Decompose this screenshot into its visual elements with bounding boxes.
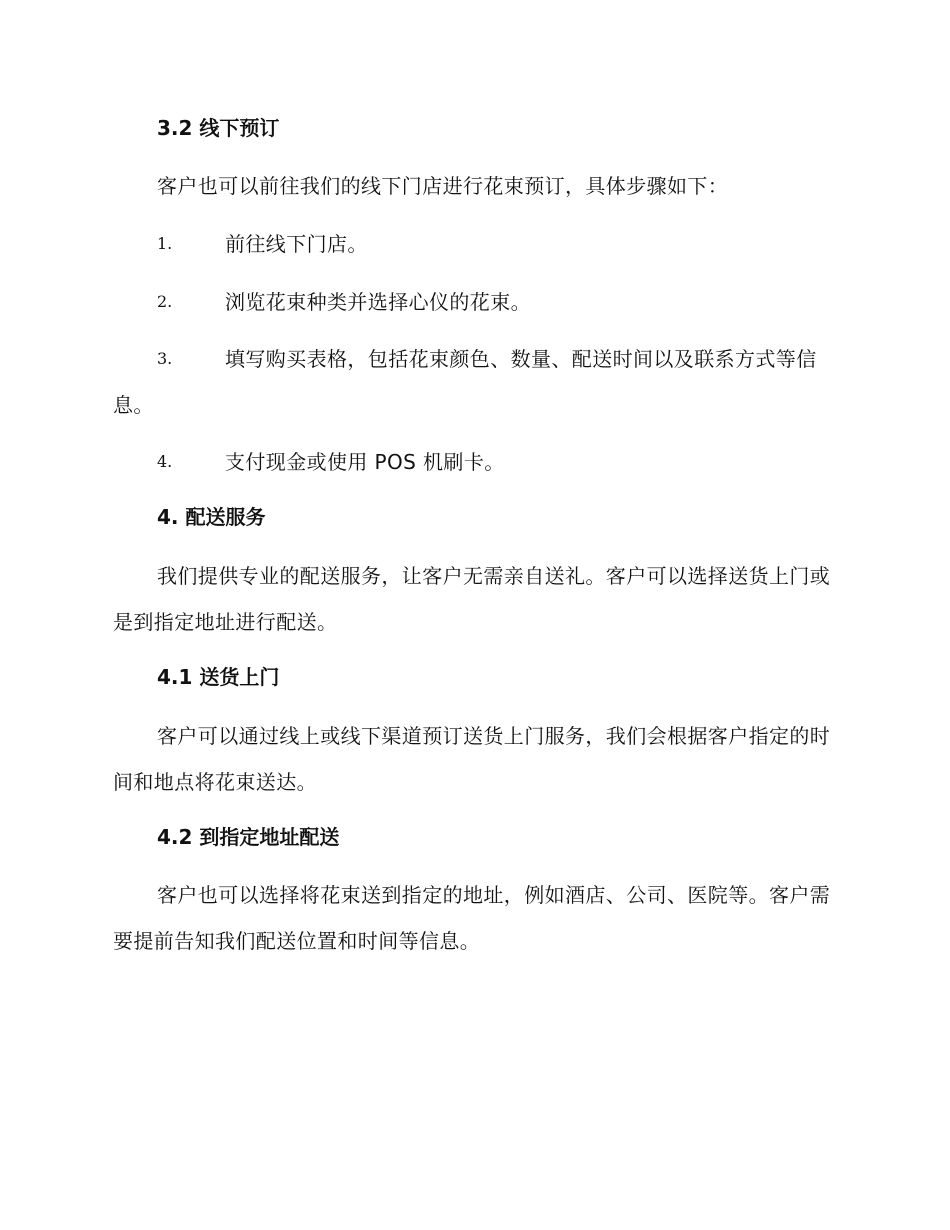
step-text: 支付现金或使用 POS 机刷卡。 xyxy=(225,450,505,474)
step-text: 前往线下门店。 xyxy=(225,232,368,256)
section-4-body: 我们提供专业的配送服务，让客户无需亲自送礼。客户可以选择送货上门或是到指定地址进行配送。 xyxy=(113,564,831,634)
section-4-2-body: 客户也可以选择将花束送到指定的地址，例如酒店、公司、医院等。客户需要提前告知我们配送位置和时间等信息。 xyxy=(113,883,831,953)
step-item-4 xyxy=(113,439,833,485)
section-heading-3-2: 3.2 线下预订 xyxy=(157,116,280,140)
section-3-2-intro: 客户也可以前往我们的线下门店进行花束预订，具体步骤如下： xyxy=(157,174,729,198)
step-item-3 xyxy=(113,336,833,428)
step-number: 3. xyxy=(157,349,173,368)
step-number: 2. xyxy=(157,292,173,311)
section-heading-4: 4. 配送服务 xyxy=(157,505,266,529)
step-number: 1. xyxy=(157,234,173,253)
step-text: 填写购买表格，包括花束颜色、数量、配送时间以及联系方式等信息。 xyxy=(113,347,817,417)
section-heading-4-2: 4.2 到指定地址配送 xyxy=(157,825,340,849)
step-item-1 xyxy=(113,221,833,267)
step-item-2 xyxy=(113,279,833,325)
section-4-1-body: 客户可以通过线上或线下渠道预订送货上门服务，我们会根据客户指定的时间和地点将花束送达。 xyxy=(113,724,831,794)
section-heading-4-1: 4.1 送货上门 xyxy=(157,665,280,689)
step-number: 4. xyxy=(157,452,173,471)
step-text: 浏览花束种类并选择心仪的花束。 xyxy=(225,290,531,314)
